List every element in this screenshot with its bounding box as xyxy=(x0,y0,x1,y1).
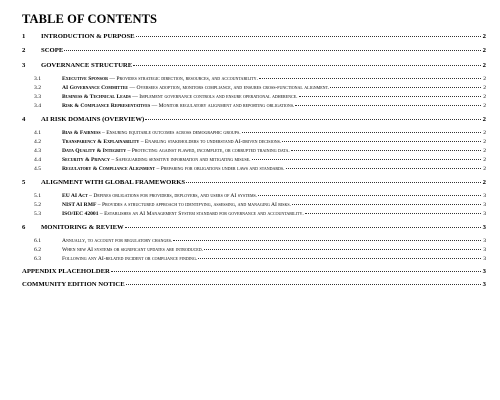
toc-description: Provides a structured approach to identifying, assessing, and managing AI risks. xyxy=(102,202,292,208)
toc-entry-5[interactable] xyxy=(22,177,486,187)
toc-separator: – xyxy=(126,148,132,154)
dot-leader xyxy=(125,221,481,228)
toc-term: ISO/IEC 42001 xyxy=(62,211,99,217)
dot-leader xyxy=(330,81,481,88)
toc-term: EU AI Act xyxy=(62,193,88,199)
toc-term: NIST AI RMF xyxy=(62,202,97,208)
toc-entry-community-notice[interactable] xyxy=(22,279,486,289)
toc-title: TABLE OF CONTENTS xyxy=(22,12,158,26)
toc-subentry-number: 6.1 xyxy=(34,238,41,244)
toc-subentry-number: 6.2 xyxy=(34,247,41,253)
dot-leader xyxy=(204,243,481,250)
toc-description: Ensuring equitable outcomes across demographic groups. xyxy=(106,130,241,136)
dot-leader xyxy=(252,153,481,160)
toc-subentry-title xyxy=(62,101,294,111)
toc-separator: – xyxy=(109,157,116,163)
dot-leader xyxy=(64,44,481,51)
toc-page-number: 2 xyxy=(483,85,486,91)
dot-leader xyxy=(291,144,481,151)
toc-page-number: 3 xyxy=(483,238,486,244)
toc-term: Business & Technical Leads xyxy=(62,94,131,100)
dot-leader xyxy=(198,252,481,259)
dot-leader xyxy=(111,265,481,272)
dot-leader xyxy=(136,30,481,37)
toc-entry-title: APPENDIX PLACEHOLDER xyxy=(22,268,110,275)
toc-term: Bias & Fairness xyxy=(62,130,101,136)
toc-entry-3[interactable] xyxy=(22,60,486,70)
toc-separator: – xyxy=(98,211,105,217)
dot-leader xyxy=(145,113,481,120)
toc-page-number: 2 xyxy=(483,103,486,109)
toc-subentry-number: 6.3 xyxy=(34,256,41,262)
toc-page-number: 3 xyxy=(483,247,486,253)
toc-page-number: 2 xyxy=(482,47,486,54)
toc-page-number: 2 xyxy=(483,148,486,154)
toc-page-number: 3 xyxy=(482,224,486,231)
toc-entry-number: 3 xyxy=(22,62,26,69)
toc-entry-number: 6 xyxy=(22,224,26,231)
toc-term: Risk & Compliance Representatives xyxy=(62,103,151,109)
toc-separator: – xyxy=(100,130,107,136)
toc-description: Monitor regulatory alignment and reporting obligations. xyxy=(158,103,295,109)
toc-term: Transparency & Explainability xyxy=(62,139,140,145)
toc-separator: — xyxy=(130,94,140,100)
toc-page-number: 2 xyxy=(482,116,486,123)
toc-term: Data Quality & Integrity xyxy=(62,148,127,154)
toc-term: Regulatory & Compliance Alignment xyxy=(62,166,156,172)
toc-entry-1[interactable] xyxy=(22,31,486,41)
toc-page-number: 2 xyxy=(483,130,486,136)
toc-description: Establishes an AI Management System standard for governance and accountability. xyxy=(104,211,304,217)
toc-subentry-number: 4.3 xyxy=(34,148,41,154)
dot-leader xyxy=(173,234,481,241)
dot-leader xyxy=(259,72,481,79)
toc-entry-6[interactable] xyxy=(22,222,486,232)
toc-subentry-title xyxy=(62,209,304,219)
dot-leader xyxy=(242,126,481,133)
toc-subentry-number: 4.4 xyxy=(34,157,41,163)
dot-leader xyxy=(133,59,481,66)
toc-entry-title: AI RISK DOMAINS (OVERVIEW) xyxy=(41,116,145,123)
toc-page-number: 3 xyxy=(482,281,486,288)
toc-subentry-number: 5.2 xyxy=(34,202,41,208)
dot-leader xyxy=(299,90,481,97)
toc-subentry-number: 5.1 xyxy=(34,193,41,199)
toc-page-number: 3 xyxy=(483,193,486,199)
toc-entry-2[interactable] xyxy=(22,45,486,55)
toc-subentry-6-3[interactable] xyxy=(34,253,486,263)
toc-entry-4[interactable] xyxy=(22,114,486,124)
toc-description: Defines obligations for providers, deployers, and users of AI systems. xyxy=(93,193,258,199)
toc-description: Provides strategic direction, resources, and accountability. xyxy=(116,76,258,82)
toc-subentry-title xyxy=(62,254,197,264)
toc-separator: – xyxy=(87,193,94,199)
dot-leader xyxy=(186,176,481,183)
toc-page-number: 2 xyxy=(483,76,486,82)
toc-description: Safeguarding sensitive information and mitigating misuse. xyxy=(115,157,251,163)
toc-page-number: 2 xyxy=(482,62,486,69)
toc-description: Enabling stakeholders to understand AI-driven decisions. xyxy=(144,139,282,145)
toc-separator: — xyxy=(128,85,137,91)
toc-page-number: 3 xyxy=(483,211,486,217)
toc-subentry-5-3[interactable] xyxy=(34,208,486,218)
dot-leader xyxy=(126,278,481,285)
toc-separator: – xyxy=(139,139,145,145)
toc-entry-title: MONITORING & REVIEW xyxy=(41,224,124,231)
toc-page-number: 2 xyxy=(483,157,486,163)
toc-subentry-number: 3.4 xyxy=(34,103,41,109)
toc-description: Annually, to account for regulatory changes. xyxy=(62,238,173,244)
toc-description: Following any AI-related incident or compliance finding. xyxy=(62,256,198,262)
toc-separator: — xyxy=(108,76,117,82)
dot-leader xyxy=(282,135,481,142)
toc-page-number: 2 xyxy=(482,33,486,40)
toc-entry-title: GOVERNANCE STRUCTURE xyxy=(41,62,133,69)
toc-term: Executive Sponsor xyxy=(62,76,109,82)
toc-entry-title: ALIGNMENT WITH GLOBAL FRAMEWORKS xyxy=(41,179,186,186)
toc-page-number: 3 xyxy=(482,268,486,275)
toc-subentry-number: 3.2 xyxy=(34,85,41,91)
dot-leader xyxy=(292,198,481,205)
toc-subentry-number: 3.1 xyxy=(34,76,41,82)
toc-description: Implement governance controls and ensure operational adherence. xyxy=(139,94,298,100)
toc-separator: – xyxy=(155,166,161,172)
toc-entry-number: 2 xyxy=(22,47,26,54)
toc-description: Preparing for obligations under laws and standards. xyxy=(160,166,285,172)
toc-entry-number: 5 xyxy=(22,179,26,186)
toc-subentry-number: 4.5 xyxy=(34,166,41,172)
toc-subentry-number: 5.3 xyxy=(34,211,41,217)
toc-separator: – xyxy=(96,202,102,208)
toc-subentry-number: 4.2 xyxy=(34,139,41,145)
toc-description: Oversees adoption, monitors compliance, and ensures cross-functional alignment. xyxy=(136,85,330,91)
toc-entry-title: COMMUNITY EDITION NOTICE xyxy=(22,281,125,288)
dot-leader xyxy=(258,189,481,196)
toc-subentry-number: 3.3 xyxy=(34,94,41,100)
toc-subentry-number: 4.1 xyxy=(34,130,41,136)
toc-entry-title: INTRODUCTION & PURPOSE xyxy=(41,33,135,40)
toc-page-number: 2 xyxy=(483,139,486,145)
toc-description: Protecting against flawed, incomplete, or corrupted training data. xyxy=(131,148,290,154)
toc-entry-appendix[interactable] xyxy=(22,266,486,276)
toc-term: Security & Privacy xyxy=(62,157,110,163)
dot-leader xyxy=(286,162,481,169)
toc-page-number: 2 xyxy=(483,166,486,172)
toc-entry-number: 4 xyxy=(22,116,26,123)
toc-entry-title: SCOPE xyxy=(41,47,64,54)
toc-subentry-title xyxy=(62,164,285,174)
toc-entry-number: 1 xyxy=(22,33,26,40)
toc-description: When new AI systems or significant updates are introduced. xyxy=(62,247,204,253)
toc-subentry-4-5[interactable] xyxy=(34,163,486,173)
toc-page-number: 3 xyxy=(483,202,486,208)
toc-page-number: 2 xyxy=(482,179,486,186)
toc-term: AI Governance Committee xyxy=(62,85,129,91)
toc-separator: — xyxy=(150,103,159,109)
toc-page-number: 2 xyxy=(483,94,486,100)
toc-page-number: 3 xyxy=(483,256,486,262)
dot-leader xyxy=(305,207,481,214)
dot-leader xyxy=(295,99,481,106)
toc-subentry-3-4[interactable] xyxy=(34,100,486,110)
